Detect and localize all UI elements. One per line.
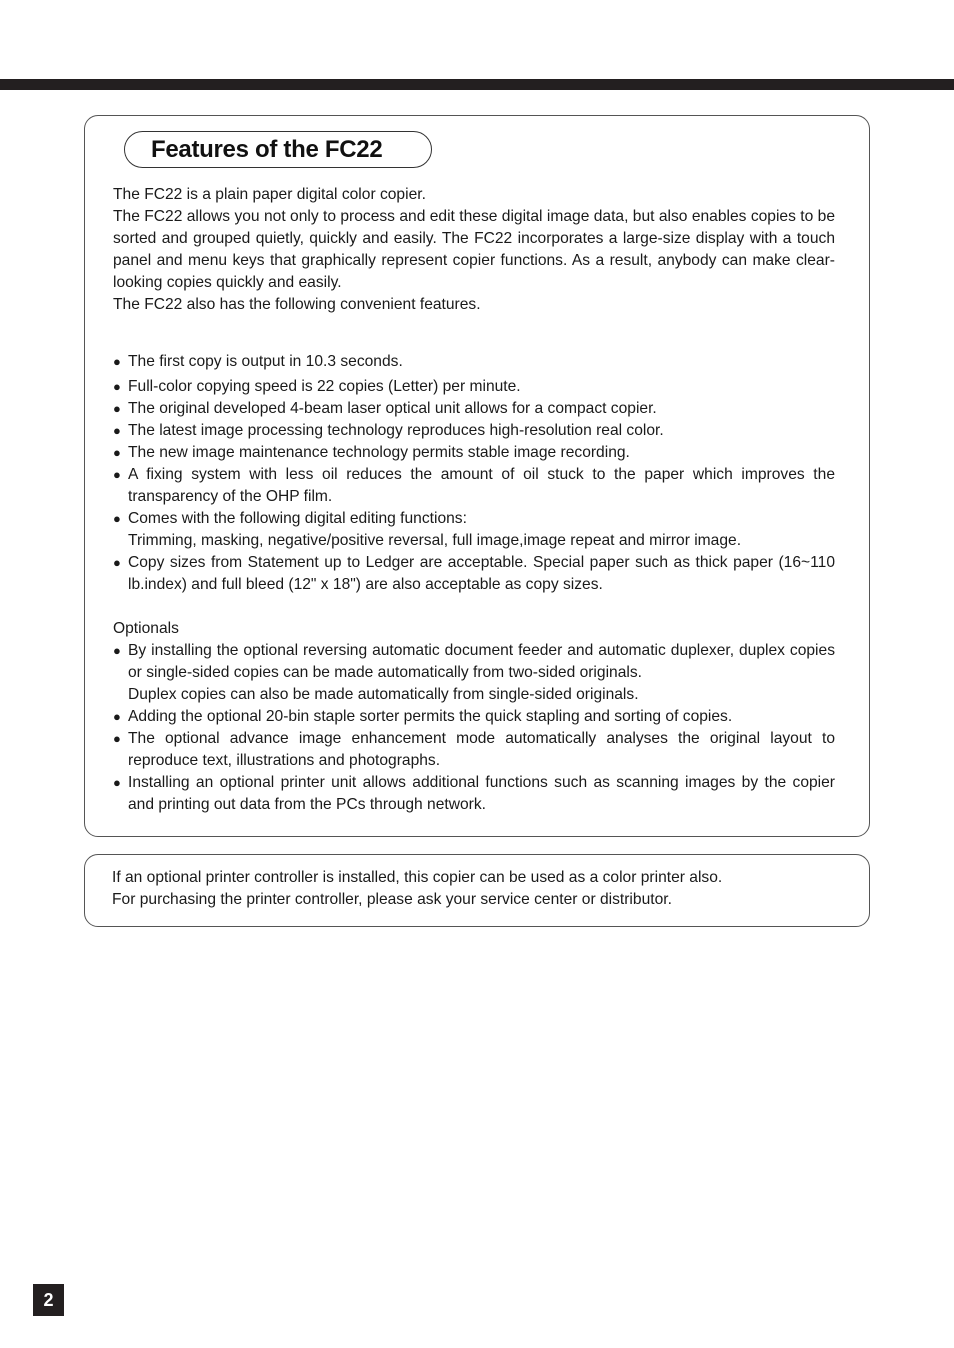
bullet-icon: ● [113, 423, 121, 438]
section-title: Features of the FC22 [151, 136, 383, 163]
list-item: ● The first copy is output in 10.3 seconds. [113, 351, 835, 373]
printer-note [84, 854, 870, 927]
list-item: ● Full-color copying speed is 22 copies (Letter) per minute. [113, 376, 835, 398]
note-line: If an optional printer controller is installed, this copier can be used as a color printer also. [112, 869, 723, 886]
list-item: ● Copy sizes from Statement up to Ledger are acceptable. Special paper such as thick paper (16~110 lb.index) and full bleed (12" x 18") are also acceptable as copy sizes. [113, 554, 835, 593]
bullet-icon: ● [113, 511, 121, 526]
bullet-icon: ● [113, 445, 121, 460]
section-title-frame [124, 131, 432, 168]
bullet-icon: ● [113, 731, 121, 746]
note-line: For purchasing the printer controller, please ask your service center or distributor. [112, 891, 672, 908]
list-item: ● The new image maintenance technology permits stable image recording. [113, 442, 835, 464]
bullet-icon: ● [113, 775, 121, 790]
bullet-icon: ● [113, 401, 121, 416]
list-item: ● Installing an optional printer unit allows additional functions such as scanning images by the copier and printing out data from the PCs through network. [113, 774, 835, 813]
note-content [112, 867, 852, 911]
intro-paragraph: The FC22 allows you not only to process and edit these digital image data, but also enables copies to be sorted and grouped quietly, quickly and easily. The FC22 incorporates a large-size display with a touch panel and menu keys that graphically represent copier functions. As a result, anybody can make clear-looking copies quickly and easily. [113, 208, 835, 291]
page-number: 2 [33, 1284, 64, 1316]
header-bar [0, 79, 954, 90]
features-list [113, 351, 835, 596]
optionals-heading: Optionals [113, 620, 179, 637]
list-item: ● A fixing system with less oil reduces the amount of oil stuck to the paper which improves the transparency of the OHP film. [113, 466, 835, 505]
bullet-icon: ● [113, 709, 121, 724]
list-item: ● Adding the optional 20-bin staple sorter permits the quick stapling and sorting of copies. [113, 706, 835, 728]
features-content [113, 184, 835, 816]
bullet-icon: ● [113, 555, 121, 570]
list-item: ● Comes with the following digital editing functions: Trimming, masking, negative/positive reversal, full image,image repeat and mirror image. [113, 508, 835, 552]
bullet-icon: ● [113, 467, 121, 482]
intro-paragraph: The FC22 also has the following convenient features. [113, 296, 481, 313]
optionals-list [113, 640, 835, 816]
bullet-icon: ● [113, 643, 121, 658]
list-item: ● By installing the optional reversing automatic document feeder and automatic duplexer, duplex copies or single-sided copies can be made automatically from two-sided originals. Duplex copies can also be made automatically from single-sided originals. [113, 642, 835, 703]
editing-functions: Trimming, masking, negative/positive reversal, full image,image repeat and mirror image. [128, 532, 742, 549]
intro-paragraph: The FC22 is a plain paper digital color copier. [113, 186, 426, 203]
features-section [84, 115, 870, 837]
bullet-icon: ● [113, 354, 121, 369]
bullet-icon: ● [113, 379, 121, 394]
list-item: ● The original developed 4-beam laser optical unit allows for a compact copier. [113, 398, 835, 420]
list-item: ● The latest image processing technology reproduces high-resolution real color. [113, 420, 835, 442]
list-item: ● The optional advance image enhancement mode automatically analyses the original layout to reproduce text, illustrations and photographs. [113, 730, 835, 769]
